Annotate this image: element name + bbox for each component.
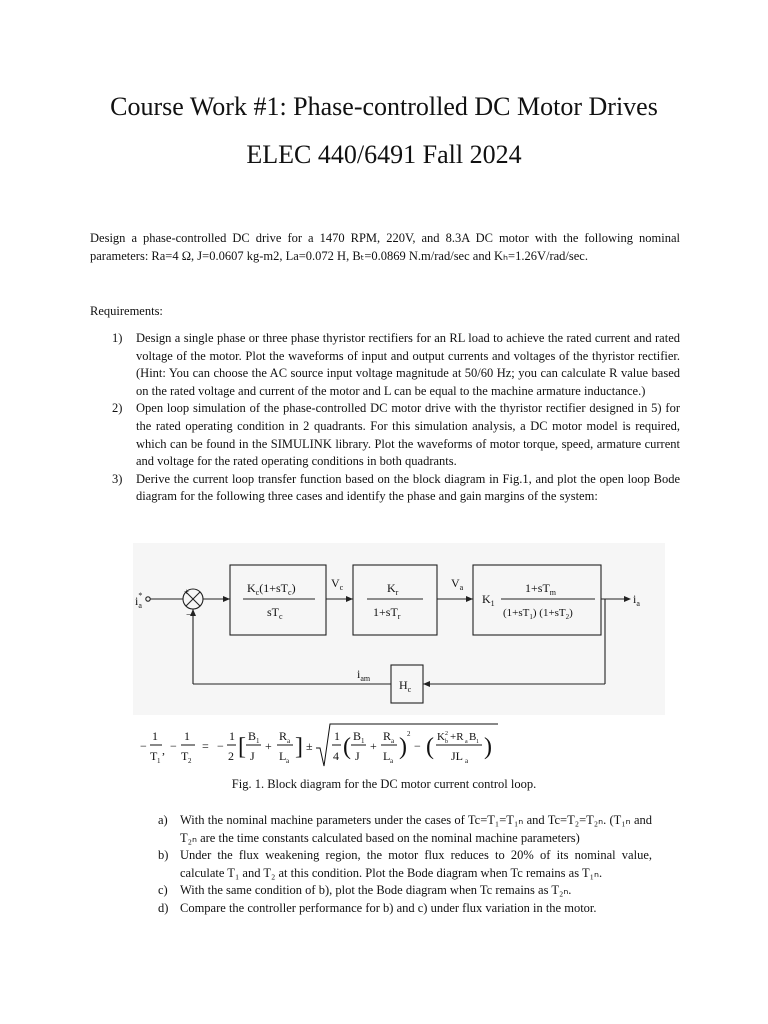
signal-vc-label: $V_c$ <box>331 576 344 592</box>
svg-text:a: a <box>286 757 290 765</box>
svg-text:]: ] <box>295 734 303 760</box>
sum-minus-sign: − <box>186 610 192 621</box>
feedback-signal-label: $i_{am}$ <box>357 667 371 683</box>
sum-plus-sign: + <box>184 587 190 597</box>
input-node <box>146 597 150 601</box>
svg-text:1: 1 <box>229 729 235 743</box>
requirement-text: Open loop simulation of the phase-controlled DC motor drive with the thyristor rectifier designed in 5) for the rated operating condition in 2 quadrants. For this simulation analysis, a DC motor model is required, which can be found in the SIMULINK library. Plot the waveforms of motor torque, speed, armature current and voltage for the rated operating conditions in both quadrants. <box>136 401 680 469</box>
svg-text:[: [ <box>238 734 246 760</box>
svg-text:a: a <box>287 737 291 745</box>
output-label: $i_a$ <box>633 592 640 608</box>
svg-text:): ) <box>399 734 407 760</box>
motor-gain-label: $K_1$ <box>482 592 495 608</box>
case-text: Compare the controller performance for b) and c) under flux variation in the motor. <box>180 900 597 915</box>
case-item <box>158 847 652 882</box>
svg-text:−: − <box>414 739 421 753</box>
svg-text:R: R <box>279 729 288 743</box>
svg-text:a: a <box>390 757 394 765</box>
requirement-text: Derive the current loop transfer function based on the block diagram in Fig.1, and plot the open loop Bode diagram for the following three cases and identify the phase and gain margins of the system: <box>136 471 680 504</box>
feedback-block-label: $H_c$ <box>399 678 412 694</box>
block-diagram <box>133 543 665 715</box>
svg-text:+: + <box>370 739 377 753</box>
svg-text:(: ( <box>343 734 351 760</box>
svg-text:+R: +R <box>450 731 464 743</box>
case-letter: a) <box>158 813 168 827</box>
svg-text:±: ± <box>306 739 313 753</box>
svg-text:(: ( <box>426 734 434 760</box>
svg-text:1: 1 <box>157 757 161 765</box>
svg-text:1: 1 <box>256 737 260 745</box>
requirement-item <box>112 471 680 506</box>
case-item <box>158 882 652 900</box>
course-code: ELEC 440/6491 Fall 2024 <box>246 140 522 169</box>
svg-text:a: a <box>465 757 469 765</box>
svg-text:a: a <box>391 737 395 745</box>
svg-text:L: L <box>383 749 391 763</box>
requirement-text: Design a single phase or three phase thyristor rectifiers for an RL load to achieve the rated current and rated voltage of the motor. Plot the waveforms of input and output currents and voltages of the thyristor rectifier. (Hint: You can choose the AC source input voltage magnitude at 50/60 Hz; you can calculate R value based on the rated voltage and current of the motor and L can be equal to the machine armature inductance.) <box>136 331 680 398</box>
svg-text:−: − <box>140 739 147 753</box>
svg-text:2: 2 <box>445 731 448 737</box>
controller-numerator: $K_c(1+sT_c)$ <box>247 581 296 597</box>
requirement-item <box>112 400 680 470</box>
figure-caption: Fig. 1. Block diagram for the DC motor current control loop. <box>231 777 537 791</box>
signal-va-label: $V_a$ <box>451 576 464 592</box>
svg-text:,: , <box>162 743 165 757</box>
svg-text:2: 2 <box>228 749 234 763</box>
svg-text:K: K <box>437 731 445 743</box>
requirement-item <box>112 330 680 400</box>
block-diagram-figure <box>133 543 665 715</box>
svg-text:1: 1 <box>152 729 158 743</box>
svg-text:): ) <box>484 734 492 760</box>
time-constant-formula <box>140 718 500 774</box>
svg-text:−: − <box>217 739 224 753</box>
requirement-number: 2) <box>112 401 123 416</box>
svg-text:2: 2 <box>188 757 192 765</box>
requirement-number: 1) <box>112 331 123 345</box>
svg-text:B: B <box>469 731 477 743</box>
case-text: Under the flux weakening region, the motor flux reduces to 20% of its nominal value, calculate T₁ and T₂ at this condition. Plot the Bode diagram when Tc remains as T₁ₙ. <box>180 848 652 880</box>
converter-denominator: $1+sT_r$ <box>373 605 401 621</box>
svg-text:JL: JL <box>451 749 463 763</box>
svg-text:1: 1 <box>361 737 365 745</box>
formula-graphic <box>140 718 500 774</box>
svg-text:R: R <box>383 729 392 743</box>
svg-text:1: 1 <box>334 729 340 743</box>
svg-text:J: J <box>250 749 255 763</box>
requirement-number: 3) <box>112 471 123 486</box>
svg-text:B: B <box>248 729 257 743</box>
motor-denominator: $(1+sT_1)$ $(1+sT_2)$ <box>503 607 573 621</box>
case-letter: b) <box>158 848 169 863</box>
document-title: Course Work #1: Phase-controlled DC Motor Drives <box>110 92 658 121</box>
svg-text:1: 1 <box>476 739 479 745</box>
svg-text:1: 1 <box>184 729 190 743</box>
svg-text:T: T <box>181 749 189 763</box>
svg-text:=: = <box>202 739 209 753</box>
case-text: With the same condition of b), plot the Bode diagram when Tc remains as T₂ₙ. <box>180 883 572 898</box>
cases-list <box>158 812 652 918</box>
converter-block <box>353 565 437 635</box>
intro-paragraph: Design a phase-controlled DC drive for a 1470 RPM, 220V, and 8.3A DC motor with the following nominal parameters: Ra=4 Ω, J=0.0607 kg-m2, La=0.072 H, Bₜ=0.0869 N.m/rad/sec and Kₕ=1.26V/rad/sec. <box>90 231 680 263</box>
controller-block <box>230 565 326 635</box>
requirements-heading: Requirements: <box>90 304 163 318</box>
svg-text:B: B <box>353 729 362 743</box>
svg-text:J: J <box>355 749 360 763</box>
svg-text:−: − <box>170 739 177 753</box>
converter-numerator: $K_r$ <box>387 581 399 597</box>
case-item <box>158 812 652 847</box>
svg-text:L: L <box>279 749 287 763</box>
svg-text:T: T <box>150 749 158 763</box>
svg-text:+: + <box>265 739 272 753</box>
input-label: i* a <box>135 591 143 610</box>
svg-text:b: b <box>445 739 448 745</box>
svg-text:4: 4 <box>333 749 339 763</box>
controller-denominator: $sT_c$ <box>267 605 283 621</box>
case-item <box>158 900 652 918</box>
motor-numerator: $1+sT_m$ <box>525 581 557 597</box>
case-letter: c) <box>158 883 168 898</box>
svg-text:2: 2 <box>407 730 411 738</box>
requirements-list <box>112 330 680 506</box>
case-letter: d) <box>158 900 169 915</box>
svg-text:a: a <box>465 739 468 745</box>
case-text: With the nominal machine parameters under the cases of Tc=T₁=T₁ₙ and Tc=T₂=T₂ₙ. (T₁ₙ and T₂ₙ are the time constants calculated based on the nominal machine parameters) <box>180 813 652 845</box>
